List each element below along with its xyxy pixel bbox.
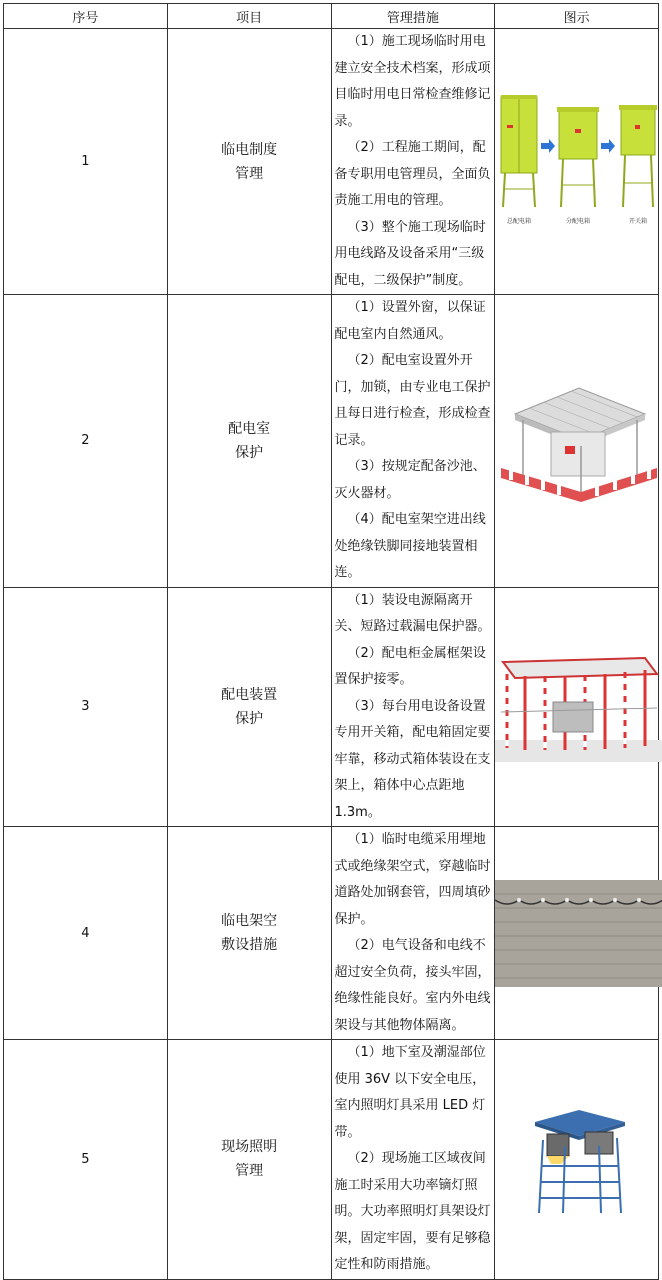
protective-cage-icon [495, 658, 662, 762]
row-item [167, 295, 331, 588]
power-room-shelter-icon [515, 388, 645, 492]
table-row [4, 1040, 659, 1280]
header-measures: 管理措施 [331, 4, 495, 29]
header-row [4, 4, 659, 29]
item-line: 管理 [235, 165, 264, 182]
header-item: 项目 [167, 4, 331, 29]
item-line: 敷设措施 [221, 937, 278, 953]
figure-cell [495, 827, 659, 1040]
measure-text: （1）施工现场临时用电建立安全技术档案，形成项目临时用电日常检查维修记录。 [334, 34, 491, 129]
brick-wall-icon [495, 880, 662, 987]
row-item [167, 1040, 331, 1280]
item-line: 临电制度 [221, 141, 278, 158]
row-number: 5 [4, 1040, 168, 1280]
row-measures [331, 295, 495, 588]
item-line: 配电装置 [221, 686, 278, 703]
row-number: 4 [4, 827, 168, 1040]
table-row [4, 295, 659, 588]
measure-text: （3）按规定配备沙池、灭火器材。 [334, 459, 486, 501]
measure-text: （1）临时电缆采用埋地式或绝缘架空式，穿越临时道路处加钢套管，四周填砂保护。 [334, 832, 491, 927]
item-line: 管理 [235, 1163, 264, 1180]
row-measures [331, 827, 495, 1040]
item-line: 临电架空 [221, 913, 278, 929]
measure-text: （2）现场施工区域夜间施工时采用大功率镝灯照明。大功率照明灯具架设灯架，固定牢固，要有足够稳定性和防雨措施。 [334, 1151, 491, 1272]
row-number: 2 [4, 295, 168, 588]
overhead-cable-figure [495, 880, 662, 987]
table-row [4, 827, 659, 1040]
measure-text: （4）配电室架空进出线处绝缘铁脚同接地装置相连。 [334, 512, 486, 580]
measure-text: （3）每台用电设备设置专用开关箱，配电箱固定要牢靠，移动式箱体装设在支架上，箱体中心点距地 1.3m。 [334, 698, 491, 820]
table-row [4, 587, 659, 827]
lighting-tower-figure [495, 1106, 662, 1213]
header-no: 序号 [4, 4, 168, 29]
row-item [167, 587, 331, 827]
table-row [4, 29, 659, 295]
item-line: 保护 [235, 444, 264, 461]
row-item [167, 29, 331, 295]
figure-label: 开关箱 [629, 217, 648, 225]
arrow-icon [601, 139, 615, 153]
item-line: 保护 [235, 710, 264, 727]
figure-cell [495, 587, 659, 827]
measure-text: （2）配电室设置外开门，加锁，由专业电工保护且每日进行检查，形成检查记录。 [334, 353, 491, 448]
lamp-tower-icon [535, 1110, 625, 1213]
measures-table [3, 3, 659, 1280]
item-line: 配电室 [228, 420, 271, 437]
header-figure: 图示 [495, 4, 659, 29]
sub-distribution-box-icon [557, 107, 599, 207]
figure-cell [495, 1040, 659, 1280]
measure-text: （1）装设电源隔离开关、短路过载漏电保护器。 [334, 592, 491, 634]
figure-cell [495, 295, 659, 588]
figure-label: 总配电箱 [507, 217, 532, 225]
figure-label: 分配电箱 [566, 217, 591, 225]
measure-text: （3）整个施工现场临时用电线路及设备采用“三级配电，二级保护”制度。 [334, 219, 486, 288]
row-measures [331, 587, 495, 827]
row-number: 3 [4, 587, 168, 827]
main-distribution-box-icon [501, 95, 537, 207]
figure-cell [495, 29, 659, 295]
switch-box-icon [619, 105, 657, 207]
measure-text: （2）电气设备和电线不超过安全负荷，接头牢固，绝缘性能良好。室内外电线架设与其他物体隔离。 [334, 938, 491, 1033]
three-level-distribution-figure [495, 85, 662, 239]
distribution-cage-figure [495, 652, 662, 762]
row-measures [331, 1040, 495, 1280]
arrow-icon [541, 139, 555, 153]
power-room-figure [495, 374, 662, 507]
row-number: 1 [4, 29, 168, 295]
row-item [167, 827, 331, 1040]
measure-text: （2）配电柜金属框架设置保护接零。 [334, 645, 486, 687]
measure-text: （1）设置外窗，以保证配电室内自然通风。 [334, 300, 486, 342]
item-line: 现场照明 [221, 1139, 278, 1156]
measure-text: （2）工程施工期间，配备专职用电管理员，全面负责施工用电的管理。 [334, 140, 491, 208]
measure-text: （1）地下室及潮湿部位使用 36V 以下安全电压，室内照明灯具采用 LED 灯带。 [334, 1045, 486, 1140]
row-measures [331, 29, 495, 295]
